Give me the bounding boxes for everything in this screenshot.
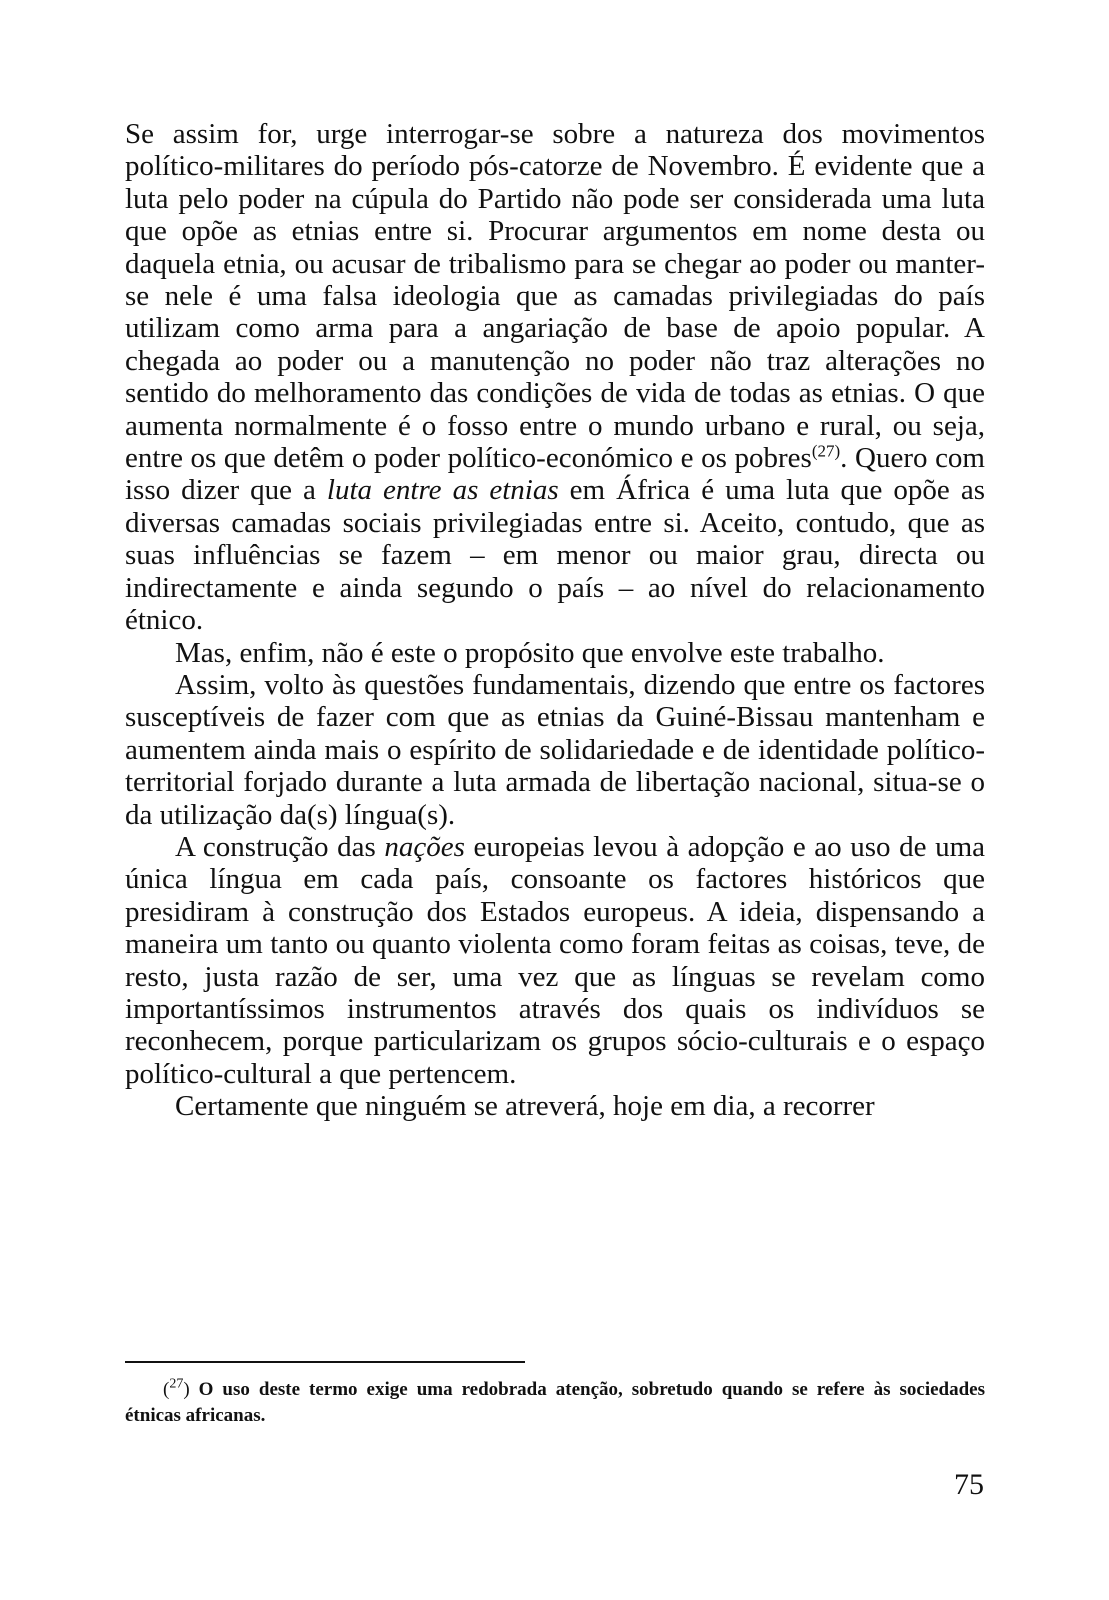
footnote-text: O uso deste termo exige uma redobrada atenção, sobretudo quando se refere às sociedades étnicas africanas. [125,1379,985,1426]
paragraph-4-italic: nações [384,830,465,863]
paragraph-4-text-start: A construção das [175,830,385,863]
footnote-number: 27 [169,1376,184,1392]
paragraph-4 [125,831,985,1090]
paragraph-1-text: Se assim for, urge interrogar-se sobre a natureza dos movimentos político-militares do período pós-catorze de Novembro. É evidente que a luta pelo poder na cúpula do Partido não pode ser considerada uma luta que opõe as etnias entre si. Procurar argumentos em nome desta ou daquela etnia, ou acusar de tribalismo para se chegar ao poder ou manter-se nele é uma falsa ideologia que as camadas privilegiadas do país utilizam como arma para a angariação de base de apoio popular. A chegada ao poder ou a manutenção no poder não traz alterações no sentido do melhoramento das condições de vida de todas as etnias. O que aumenta normalmente é o fosso entre o mundo urbano e rural, ou seja, entre os que detêm o poder político-económico e os pobres [125,118,985,475]
paragraph-3: Assim, volto às questões fundamentais, dizendo que entre os factores susceptíveis de fazer com que as etnias da Guiné-Bissau mantenham e aumentem ainda mais o espírito de solidariedade e de identidade político-territorial forjado durante a luta armada de libertação nacional, situa-se o da utilização da(s) língua(s). [125,668,985,831]
footnote-close-paren: ) [183,1379,190,1400]
paragraph-2: Mas, enfim, não é este o propósito que envolve este trabalho. [175,636,885,669]
footnote-open-paren: ( [163,1379,170,1400]
footnote-reference: (27) [811,441,841,461]
footnote [125,1377,985,1429]
paragraph-1-text-after-ref: . Quero com isso dizer que a [125,442,985,507]
body-text [125,118,985,1123]
page-number: 75 [954,1468,984,1501]
paragraph-5: Certamente que ninguém se atreverá, hoje em dia, a recorrer [175,1090,875,1123]
paragraph-1-italic: luta entre as etnias [326,474,559,507]
paragraph-4-text-end: europeias levou à adopção e ao uso de uma única língua em cada país, consoante os factores históricos que presidiram à construção dos Estados europeus. A ideia, dispensando a maneira um tanto ou quanto violenta como foram feitas as coisas, teve, de resto, justa razão de ser, uma vez que as línguas se revelam como importantíssimos instrumentos através dos quais os indivíduos se reconhecem, porque particularizam os grupos sócio-culturais e o espaço político-cultural a que pertencem. [125,830,986,1090]
page-body [125,118,985,1123]
footnote-marker [163,1377,190,1403]
footnote-divider [125,1361,525,1363]
paragraph-1-text-end: em África é uma luta que opõe as diversas camadas sociais privilegiadas entre si. Aceito, contudo, que as suas influências se fazem – em menor ou maior grau, directa ou indirectamente e ainda segundo o país – ao nível do relacionamento étnico. [125,474,985,637]
paragraph-1 [125,118,985,637]
footnote-reference-number: 27 [817,441,835,461]
